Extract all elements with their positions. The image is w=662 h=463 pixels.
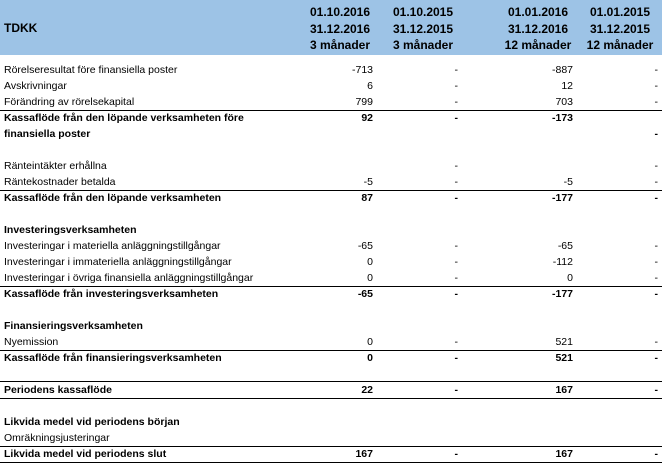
section-heading-row <box>0 318 662 334</box>
table-row <box>0 238 662 254</box>
row-label: finansiella poster <box>4 128 91 140</box>
cell-value: 12 <box>561 80 573 92</box>
cell-value: -173 <box>551 112 573 124</box>
cell-value: - <box>454 352 458 364</box>
table-row <box>0 158 662 174</box>
table-row <box>0 78 662 94</box>
cell-value: - <box>454 176 458 188</box>
row-label: Nyemission <box>4 336 59 348</box>
cell-value: - <box>654 336 658 348</box>
cell-value: -112 <box>552 256 573 268</box>
row-label: Investeringar i övriga finansiella anläggningstillgångar <box>4 272 254 284</box>
row-label: Räntekostnader betalda <box>4 176 116 188</box>
column-header-start: 01.10.2016 <box>309 5 371 19</box>
table-row <box>0 174 662 191</box>
cell-value: - <box>654 240 658 252</box>
subtotal-row <box>0 110 662 126</box>
cell-value: -65 <box>557 240 573 252</box>
cell-value: 167 <box>355 448 373 460</box>
row-label: Investeringar i immateriella anläggningstillgångar <box>4 256 232 268</box>
row-label: Kassaflöde från den löpande verksamheten före <box>4 112 244 124</box>
cell-value: 703 <box>555 96 573 108</box>
column-header-end: 31.12.2016 <box>309 21 371 36</box>
section-heading-row <box>0 414 662 430</box>
cell-value: - <box>654 64 658 76</box>
cell-value: 799 <box>355 96 373 108</box>
cell-value: 0 <box>367 272 373 284</box>
column-header-start: 01.10.2015 <box>392 5 454 19</box>
table-row <box>0 430 662 447</box>
cell-value: - <box>654 352 658 364</box>
column-header-fy-2016 <box>494 4 582 54</box>
cell-value: - <box>454 448 458 460</box>
cell-value: 0 <box>367 352 373 364</box>
cell-value: - <box>654 288 658 300</box>
cell-value: - <box>454 192 458 204</box>
cell-value: - <box>454 384 458 396</box>
row-label: Rörelseresultat före finansiella poster <box>4 64 178 76</box>
cell-value: 6 <box>367 80 373 92</box>
row-label: Omräkningsjusteringar <box>4 432 110 444</box>
cell-value: -65 <box>357 288 373 300</box>
row-label: Kassaflöde från finansieringsverksamheten <box>4 352 222 364</box>
cell-value: - <box>654 80 658 92</box>
column-header-period: 12 månader <box>504 38 572 52</box>
column-header-start: 01.01.2016 <box>507 5 569 19</box>
column-header-start: 01.01.2015 <box>589 5 651 19</box>
cell-value: - <box>454 160 458 172</box>
cell-value: 0 <box>567 272 573 284</box>
cell-value: -177 <box>551 288 573 300</box>
cell-value: - <box>654 128 658 140</box>
section-heading: Finansieringsverksamheten <box>4 320 143 332</box>
cell-value: -177 <box>551 192 573 204</box>
row-label: Periodens kassaflöde <box>4 384 112 396</box>
cell-value: 22 <box>361 384 373 396</box>
cell-value: 167 <box>555 384 573 396</box>
cell-value: - <box>654 384 658 396</box>
row-label: Likvida medel vid periodens slut <box>4 448 167 460</box>
subtotal-row <box>0 190 662 206</box>
cell-value: - <box>454 272 458 284</box>
row-label: Investeringar i materiella anläggningstillgångar <box>4 240 221 252</box>
subtotal-row <box>0 350 662 366</box>
cell-value: -713 <box>351 64 373 76</box>
cell-value: - <box>454 112 458 124</box>
cell-value: - <box>454 256 458 268</box>
table-row <box>0 254 662 270</box>
cell-value: 521 <box>555 336 573 348</box>
row-label: Avskrivningar <box>4 80 67 92</box>
table-row <box>0 94 662 111</box>
table-row <box>0 334 662 351</box>
cell-value: - <box>654 160 658 172</box>
subtotal-row-continued <box>0 126 662 142</box>
cell-value: 87 <box>361 192 373 204</box>
column-header-period: 3 månader <box>392 38 454 52</box>
row-label: Ränteintäkter erhållna <box>4 160 107 172</box>
column-header-q4-2016 <box>300 4 380 54</box>
company-label: TDKK <box>4 21 38 35</box>
cell-value: - <box>454 240 458 252</box>
column-header-period: 12 månader <box>586 38 654 52</box>
cell-value: - <box>654 256 658 268</box>
cell-value: -65 <box>357 240 373 252</box>
section-heading-row <box>0 222 662 238</box>
row-label: Kassaflöde från investeringsverksamheten <box>4 288 219 300</box>
column-header-end: 31.12.2015 <box>589 21 651 36</box>
table-row <box>0 62 662 78</box>
table-header <box>0 0 662 55</box>
row-label: Förändring av rörelsekapital <box>4 96 135 108</box>
cell-value: -5 <box>363 176 373 188</box>
column-header-period: 3 månader <box>309 38 371 52</box>
column-header-end: 31.12.2015 <box>392 21 454 36</box>
cell-value: 167 <box>555 448 573 460</box>
cell-value: - <box>654 96 658 108</box>
cell-value: - <box>454 288 458 300</box>
cell-value: - <box>654 176 658 188</box>
section-heading: Likvida medel vid periodens början <box>4 416 180 428</box>
cell-value: 92 <box>361 112 373 124</box>
cell-value: -5 <box>563 176 573 188</box>
total-row <box>0 382 662 399</box>
subtotal-row <box>0 286 662 302</box>
table-row <box>0 270 662 287</box>
row-label: Kassaflöde från den löpande verksamheten <box>4 192 222 204</box>
cell-value: - <box>454 64 458 76</box>
cell-value: - <box>454 80 458 92</box>
total-row <box>0 446 662 463</box>
cell-value: - <box>454 336 458 348</box>
cell-value: - <box>654 192 658 204</box>
cell-value: 0 <box>367 256 373 268</box>
cell-value: - <box>454 96 458 108</box>
section-heading: Investeringsverksamheten <box>4 224 137 236</box>
cell-value: - <box>654 448 658 460</box>
cell-value: 0 <box>367 336 373 348</box>
cell-value: 521 <box>555 352 573 364</box>
column-header-fy-2015 <box>578 4 662 54</box>
cell-value: -887 <box>551 64 573 76</box>
cell-value: - <box>654 272 658 284</box>
column-header-end: 31.12.2016 <box>507 21 569 36</box>
column-header-q4-2015 <box>383 4 463 54</box>
